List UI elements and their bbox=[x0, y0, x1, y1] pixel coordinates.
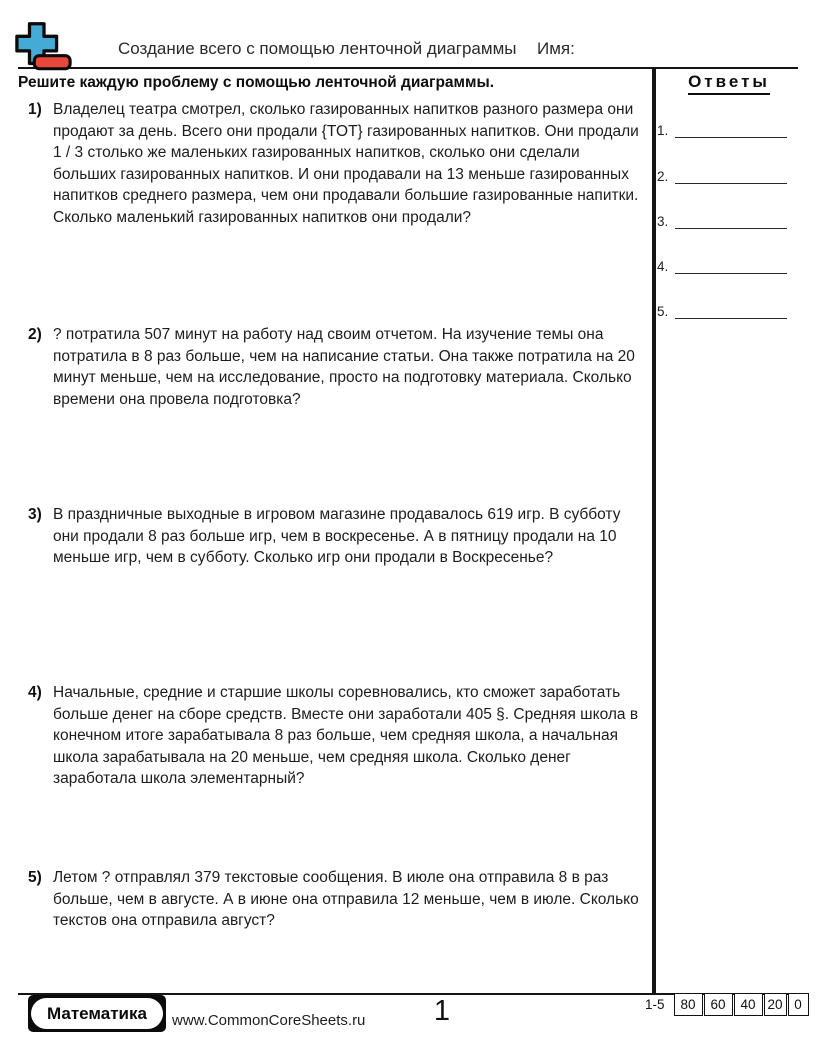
problem-number: 2) bbox=[28, 326, 42, 343]
plus-minus-logo-icon bbox=[14, 20, 74, 72]
score-cell: 60 bbox=[704, 993, 733, 1016]
answer-blank-line bbox=[675, 303, 787, 319]
answer-slot-2 bbox=[657, 168, 787, 184]
brand-name: Математика bbox=[47, 1003, 147, 1023]
name-label: Имя: bbox=[537, 39, 575, 58]
problem-text: Летом ? отправлял 379 текстовые сообщения. В июле она отправила 8 в раз больше, чем в августе. А в июне она отправила 12 меньше, чем в июле. Сколько текстов она отправила август? bbox=[53, 869, 639, 929]
problem-text: Начальные, средние и старшие школы соревновались, кто сможет заработать больше денег на сборе средств. Вместе они заработали 405 §. Средняя школа в конечном итоге зарабатывала 8 раз больше, чем средняя школа, а начальная школа зарабатывала на 20 меньше, чем средняя школа. Сколько денег заработала школа элементарный? bbox=[53, 684, 639, 787]
answer-slot-3 bbox=[657, 213, 787, 229]
problem-1 bbox=[28, 99, 646, 228]
problem-text: Владелец театра смотрел, сколько газированных напитков разного размера они продают за день. Всего они продали {TOT} газированных напитков. Они продали 1 / 3 столько же маленьких газированных напитков, сколько они сделали больших газированных напитков. И они продавали на 13 меньше газированных напитков среднего размера, чем они продавали большие газированные напитки. Сколько маленький газированных напитков они продали? bbox=[53, 101, 639, 226]
problem-text: В праздничные выходные в игровом магазине продавалось 619 игр. В субботу они продали 8 раз больше игр, чем в воскресенье. А в пятницу продали на 10 меньше игр, чем в субботу. Сколько игр они продали в Воскресенье? bbox=[53, 506, 621, 566]
problem-number: 1) bbox=[28, 101, 42, 118]
brand-badge bbox=[28, 995, 166, 1032]
problem-number: 4) bbox=[28, 684, 42, 701]
minus-icon bbox=[34, 56, 70, 69]
brand-pill bbox=[31, 998, 163, 1029]
answer-slot-5 bbox=[657, 303, 787, 319]
problem-4 bbox=[28, 682, 646, 790]
problem-number: 3) bbox=[28, 506, 42, 523]
answer-number: 2. bbox=[657, 169, 669, 184]
score-cell: 20 bbox=[764, 993, 787, 1016]
score-cell: 0 bbox=[788, 993, 809, 1016]
instruction-text: Решите каждую проблему с помощью ленточной диаграммы. bbox=[18, 74, 495, 91]
problem-2 bbox=[28, 324, 646, 410]
problem-3 bbox=[28, 504, 646, 569]
answers-column-divider bbox=[652, 67, 656, 994]
answer-number: 5. bbox=[657, 304, 669, 319]
answer-blank-line bbox=[675, 122, 787, 138]
problem-text: ? потратила 507 минут на работу над своим отчетом. На изучение темы она потратила в 8 раз больше, чем на написание статьи. Она также потратила на 20 минут меньше, чем на исследование, просто на подготовку материала. Сколько времени она провела подготовка? bbox=[53, 326, 635, 408]
problem-number: 5) bbox=[28, 869, 42, 886]
answer-blank-line bbox=[675, 258, 787, 274]
answer-blank-line bbox=[675, 168, 787, 184]
header-divider bbox=[18, 67, 798, 69]
page-number: 1 bbox=[433, 995, 451, 1027]
answers-header bbox=[660, 72, 798, 95]
answer-number: 1. bbox=[657, 123, 669, 138]
page-title: Создание всего с помощью ленточной диаграммы bbox=[118, 39, 517, 58]
website-url: www.CommonCoreSheets.ru bbox=[172, 1012, 366, 1029]
answer-blank-line bbox=[675, 213, 787, 229]
answers-title: Ответы bbox=[688, 72, 770, 95]
score-table bbox=[645, 993, 810, 1016]
score-cell: 80 bbox=[674, 993, 703, 1016]
answer-slot-1 bbox=[657, 122, 787, 138]
answer-slot-4 bbox=[657, 258, 787, 274]
score-cell: 40 bbox=[734, 993, 763, 1016]
answer-number: 4. bbox=[657, 259, 669, 274]
score-range-label: 1-5 bbox=[645, 997, 665, 1012]
problem-5 bbox=[28, 867, 646, 932]
answer-number: 3. bbox=[657, 214, 669, 229]
